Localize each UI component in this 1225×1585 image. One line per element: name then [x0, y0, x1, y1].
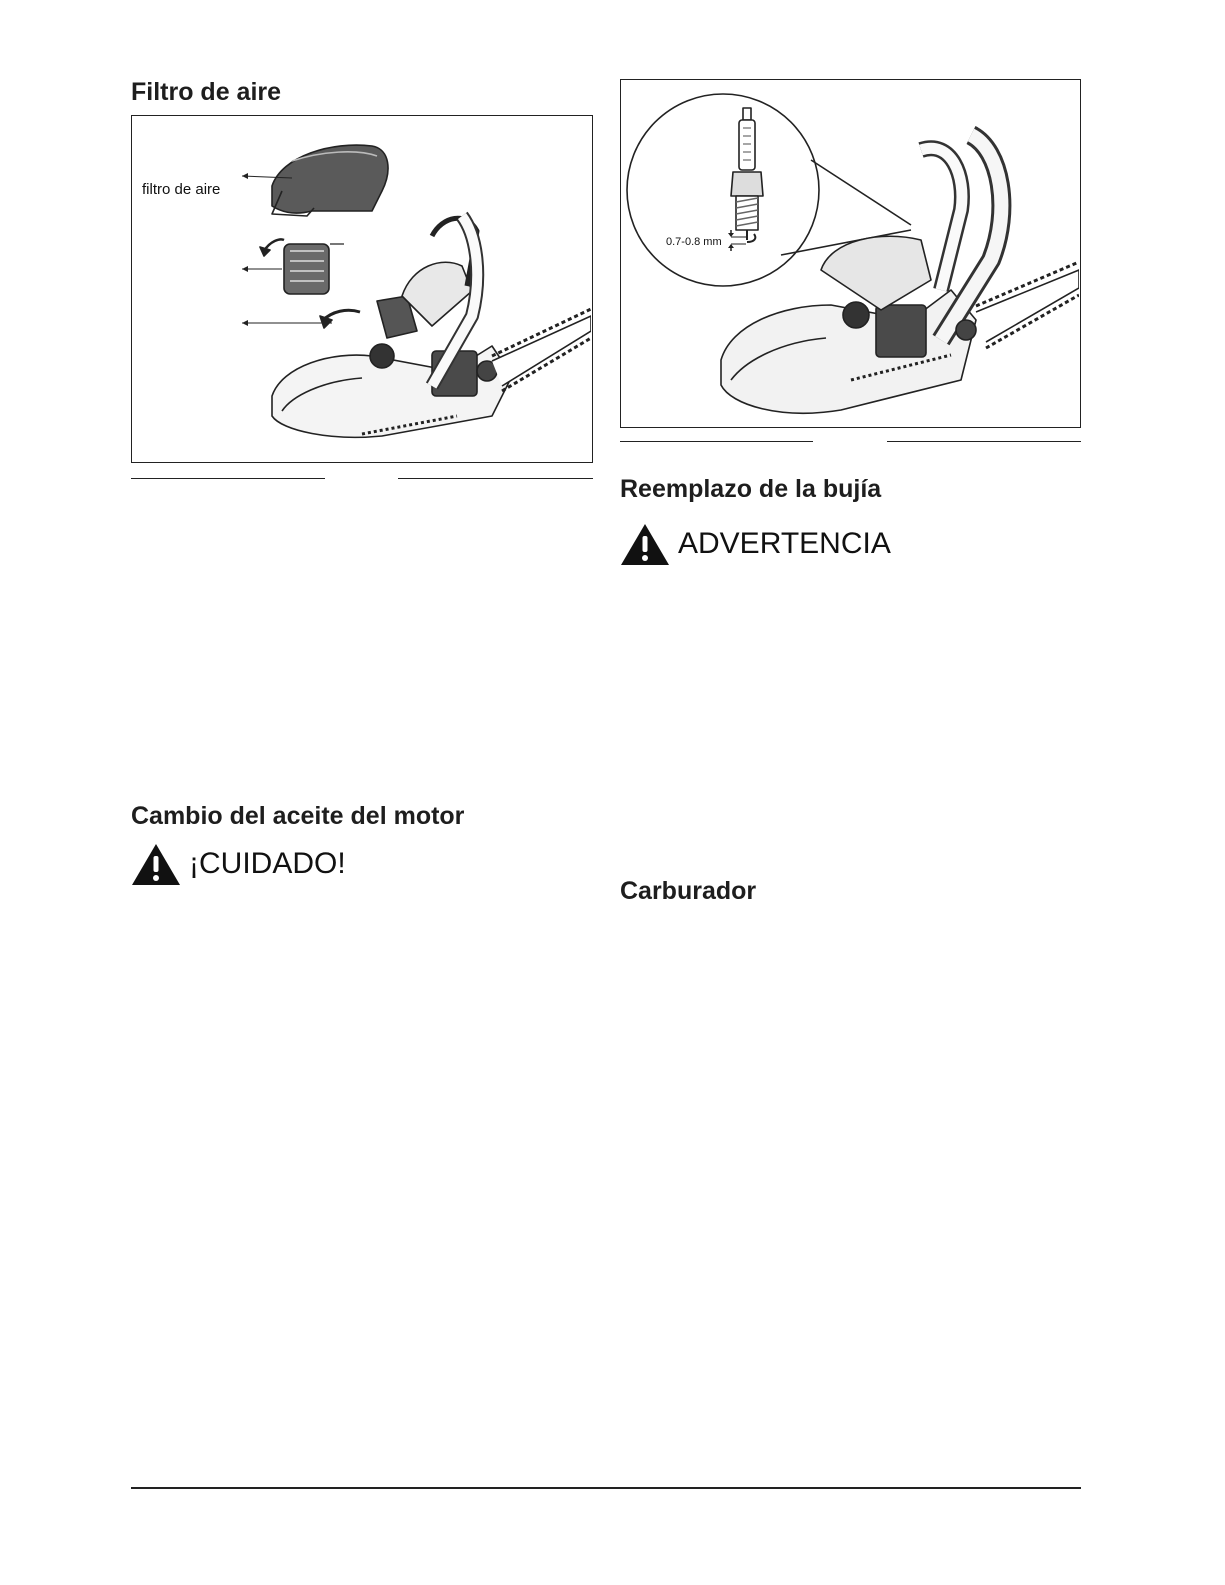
carburetor-heading: Carburador	[620, 877, 757, 905]
chainsaw-air-filter-illustration	[132, 116, 591, 461]
warning-text: ADVERTENCIA	[678, 527, 891, 560]
spark-plug-heading: Reemplazo de la bujía	[620, 475, 882, 503]
chainsaw-spark-plug-illustration	[621, 80, 1079, 426]
oil-change-heading: Cambio del aceite del motor	[131, 802, 465, 830]
caution-text: ¡CUIDADO!	[189, 847, 346, 880]
spark-plug-figure	[620, 79, 1081, 428]
spark-gap-label: 0.7-0.8 mm	[666, 236, 722, 248]
air-filter-figure	[131, 115, 593, 463]
caption-rule-right	[887, 441, 1081, 442]
air-filter-heading: Filtro de aire	[131, 78, 282, 106]
caption-rule-right	[398, 478, 593, 479]
warning-triangle-icon	[131, 842, 181, 886]
warning-triangle-icon	[620, 522, 670, 566]
footer-rule	[131, 1487, 1081, 1489]
air-filter-label: filtro de aire	[142, 181, 221, 198]
danger-warning	[620, 522, 891, 566]
caption-rule-left	[131, 478, 325, 479]
caption-rule-left	[620, 441, 813, 442]
caution-warning	[131, 842, 346, 886]
